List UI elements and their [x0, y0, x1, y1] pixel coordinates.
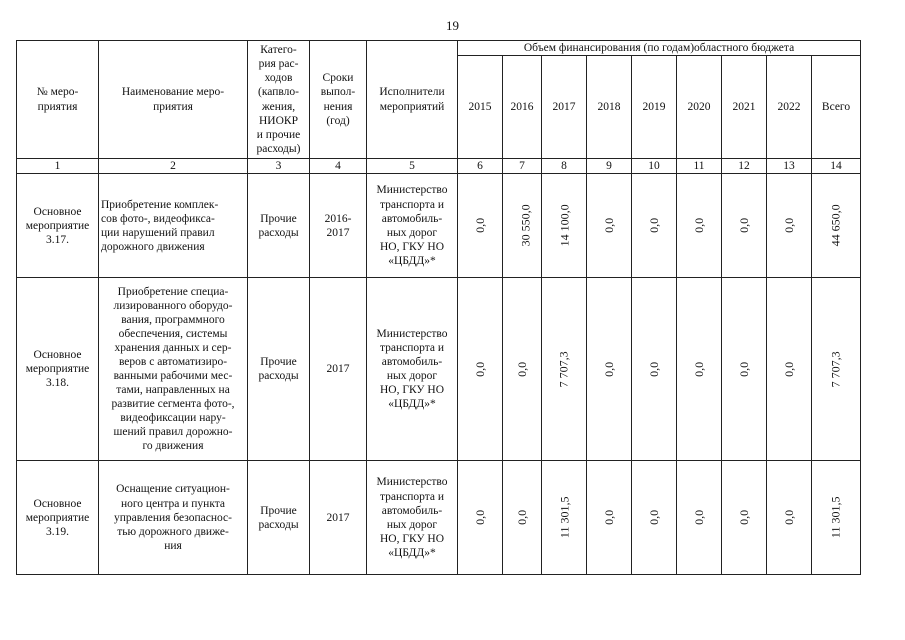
- row-value: [722, 461, 767, 575]
- row-value-text: 0,0: [691, 217, 706, 233]
- row-value: [677, 278, 722, 461]
- header-funding: Объем финансирования (по годам)областного бюджета: [458, 41, 861, 56]
- row-value-text: 0,0: [601, 509, 616, 525]
- column-number: 9: [587, 159, 632, 174]
- row-value: [587, 461, 632, 575]
- row-value: [677, 174, 722, 278]
- row-value: [542, 278, 587, 461]
- column-number: 8: [542, 159, 587, 174]
- header-year: 2021: [722, 56, 767, 159]
- row-total: [812, 278, 861, 461]
- row-value: [722, 278, 767, 461]
- row-category: Прочие расходы: [248, 461, 310, 575]
- header-term: Сроки выпол- нения (год): [310, 41, 367, 159]
- column-number: 5: [367, 159, 458, 174]
- row-num: Основное мероприятие 3.18.: [17, 278, 99, 461]
- header-year: 2015: [458, 56, 503, 159]
- column-numbers-row: [17, 159, 861, 174]
- funding-table: [16, 40, 861, 575]
- row-value-text: 0,0: [472, 361, 487, 377]
- row-value-text: 0,0: [736, 361, 751, 377]
- row-value-text: 0,0: [781, 361, 796, 377]
- row-value-text: 0,0: [646, 217, 661, 233]
- row-value-text: 0,0: [736, 509, 751, 525]
- row-value: [587, 174, 632, 278]
- row-term: 2017: [310, 461, 367, 575]
- row-value-text: 0,0: [514, 361, 529, 377]
- row-total-text: 11 301,5: [828, 496, 843, 539]
- row-value-text: 0,0: [472, 509, 487, 525]
- row-value: [632, 174, 677, 278]
- header-year: 2022: [767, 56, 812, 159]
- row-value: [458, 461, 503, 575]
- row-value-text: 0,0: [736, 217, 751, 233]
- column-number: 12: [722, 159, 767, 174]
- row-value-text: 0,0: [691, 509, 706, 525]
- row-value-text: 0,0: [646, 509, 661, 525]
- row-value-text: 0,0: [601, 361, 616, 377]
- row-name: Приобретение специа- лизированного оборудо- вания, программного обеспечения, системы хранения данных и сер- веров с автоматизиро- ванными рабочими мес- тами, направленных на развитие сегмента фото-, видеофиксации нару- шений правил дорожно- го движения: [99, 278, 248, 461]
- row-name: Приобретение комплек- сов фото-, видеофикса- ции нарушений правил дорожного движения: [99, 174, 248, 278]
- header-name: Наименование меро- приятия: [99, 41, 248, 159]
- column-number: 11: [677, 159, 722, 174]
- column-number: 14: [812, 159, 861, 174]
- header-year: 2020: [677, 56, 722, 159]
- row-value-text: 0,0: [646, 361, 661, 377]
- row-value-text: 0,0: [514, 509, 529, 525]
- column-number: 3: [248, 159, 310, 174]
- row-value-text: 0,0: [781, 217, 796, 233]
- header-year: 2019: [632, 56, 677, 159]
- row-value-text: 0,0: [472, 217, 487, 233]
- row-value: [632, 461, 677, 575]
- row-value: [677, 461, 722, 575]
- row-num: Основное мероприятие 3.17.: [17, 174, 99, 278]
- row-num: Основное мероприятие 3.19.: [17, 461, 99, 575]
- row-term: 2017: [310, 278, 367, 461]
- header-year: 2018: [587, 56, 632, 159]
- row-value: [767, 461, 812, 575]
- row-value: [542, 461, 587, 575]
- column-number: 13: [767, 159, 812, 174]
- row-value-text: 11 301,5: [557, 496, 572, 539]
- header-category: Катего- рия рас- ходов (капвло- жения, НИОКР и прочие расходы): [248, 41, 310, 159]
- row-value: [542, 174, 587, 278]
- column-number: 6: [458, 159, 503, 174]
- row-category: Прочие расходы: [248, 278, 310, 461]
- row-executors: Министерство транспорта и автомобиль- ных дорог НО, ГКУ НО «ЦБДД»*: [367, 461, 458, 575]
- row-category: Прочие расходы: [248, 174, 310, 278]
- row-value: [587, 278, 632, 461]
- row-total-text: 7 707,3: [828, 350, 843, 387]
- row-value: [767, 174, 812, 278]
- header-total: Всего: [812, 56, 861, 159]
- row-name: Оснащение ситуацион- ного центра и пункта управления безопаснос- тью дорожного движе- ния: [99, 461, 248, 575]
- row-value-text: 30 550,0: [518, 204, 533, 247]
- table-row: [17, 461, 861, 575]
- row-value: [722, 174, 767, 278]
- row-term: 2016- 2017: [310, 174, 367, 278]
- row-value-text: 7 707,3: [556, 350, 571, 387]
- header-year: 2016: [503, 56, 542, 159]
- row-value: [767, 278, 812, 461]
- header-year: 2017: [542, 56, 587, 159]
- row-value: [632, 278, 677, 461]
- row-total-text: 44 650,0: [828, 204, 843, 247]
- row-executors: Министерство транспорта и автомобиль- ных дорог НО, ГКУ НО «ЦБДД»*: [367, 278, 458, 461]
- table-row: [17, 174, 861, 278]
- header-executors: Исполнители мероприятий: [367, 41, 458, 159]
- page-number: 19: [446, 18, 459, 33]
- row-value-text: 0,0: [781, 509, 796, 525]
- column-number: 7: [503, 159, 542, 174]
- column-number: 1: [17, 159, 99, 174]
- row-value: [503, 461, 542, 575]
- row-executors: Министерство транспорта и автомобиль- ных дорог НО, ГКУ НО «ЦБДД»*: [367, 174, 458, 278]
- row-value: [503, 174, 542, 278]
- table-row: [17, 278, 861, 461]
- column-number: 2: [99, 159, 248, 174]
- column-number: 10: [632, 159, 677, 174]
- row-total: [812, 461, 861, 575]
- row-value: [503, 278, 542, 461]
- row-value-text: 0,0: [601, 217, 616, 233]
- row-total: [812, 174, 861, 278]
- row-value-text: 14 100,0: [557, 204, 572, 247]
- header-num: № меро- приятия: [17, 41, 99, 159]
- row-value: [458, 174, 503, 278]
- row-value: [458, 278, 503, 461]
- row-value-text: 0,0: [691, 361, 706, 377]
- column-number: 4: [310, 159, 367, 174]
